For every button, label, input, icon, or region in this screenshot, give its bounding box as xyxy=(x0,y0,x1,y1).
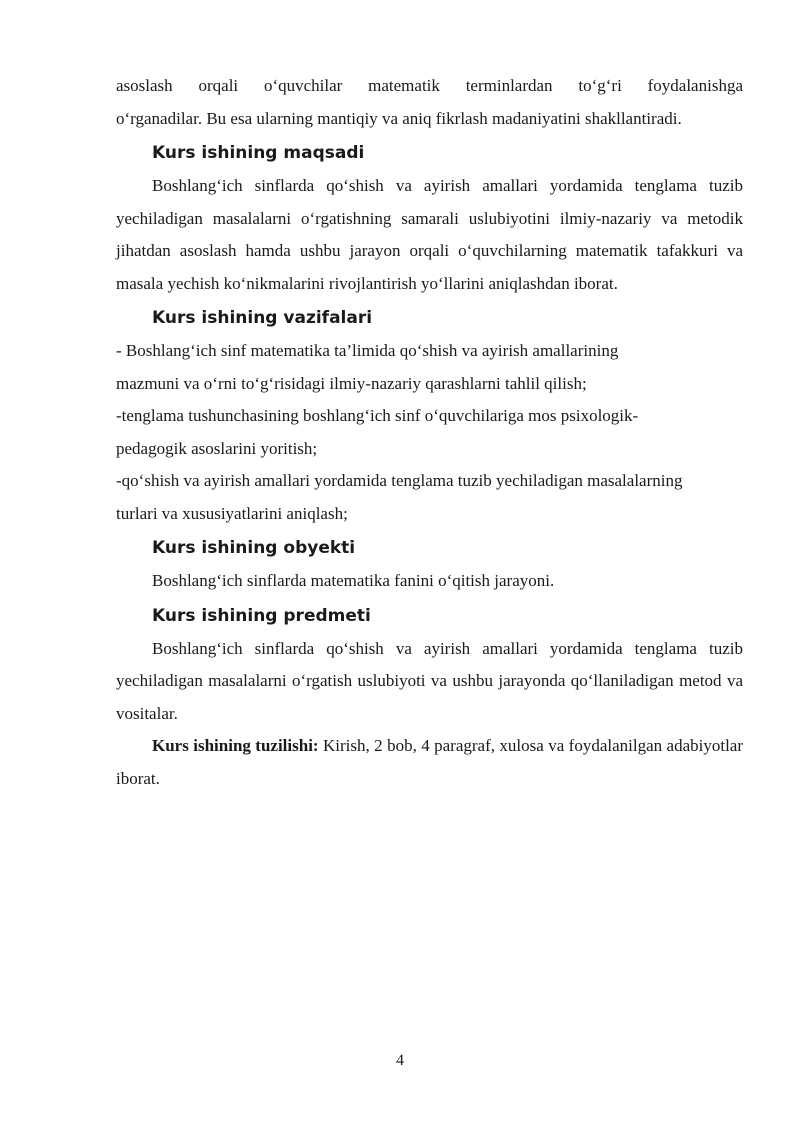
maqsad-heading: Kurs ishining maqsadi xyxy=(152,143,365,163)
vazifa-line: - Boshlang‘ich sinf matematika ta’limida qo‘shish va ayirish amallarining xyxy=(116,341,619,360)
vazifalar-list xyxy=(116,335,743,530)
maqsad-paragraph: Boshlang‘ich sinflarda qo‘shish va ayirish amallari yordamida tenglama tuzib yechiladigan masalalarni o‘rgatishning samarali uslubiyotini ilmiy-nazariy va metodik jihatdan asoslash hamda ushbu jarayon orqali o‘quvchilarning matematik tafakkuri va masala yechish ko‘nikmalarini rivojlantirish yo‘llarini aniqlashdan iborat. xyxy=(116,176,743,293)
vazifalar-heading: Kurs ishining vazifalari xyxy=(152,308,373,328)
tuzilish-paragraph xyxy=(116,730,743,795)
predmet-paragraph: Boshlang‘ich sinflarda qo‘shish va ayirish amallari yordamida tenglama tuzib yechiladigan masalalarni o‘rgatish uslubiyoti va ushbu jarayonda qo‘llaniladigan metod va vositalar. xyxy=(116,638,743,723)
vazifa-line: turlari va xususiyatlarini aniqlash; xyxy=(116,503,348,523)
vazifa-line: -tenglama tushunchasining boshlang‘ich sinf o‘quvchilariga mos psixologik- xyxy=(116,406,639,425)
vazifa-line: pedagogik asoslarini yoritish; xyxy=(116,438,318,458)
predmet-heading: Kurs ishining predmeti xyxy=(152,605,371,626)
intro-line-1: asoslash orqali o‘quvchilar matematik terminlardan to‘g‘ri foydalanishga xyxy=(116,76,743,95)
document-page xyxy=(116,70,743,795)
vazifa-line: -qo‘shish va ayirish amallari yordamida tenglama tuzib yechiladigan masalalarning xyxy=(116,471,683,490)
vazifa-line: mazmuni va o‘rni to‘g‘risidagi ilmiy-nazariy qarashlarni tahlil qilish; xyxy=(116,373,587,393)
intro-paragraph xyxy=(116,70,743,135)
page-number: 4 xyxy=(396,1052,404,1069)
obyekt-paragraph: Boshlang‘ich sinflarda matematika fanini o‘qitish jarayoni. xyxy=(152,571,555,590)
intro-line-2: o‘rganadilar. Bu esa ularning mantiqiy va aniq fikrlash madaniyatini shakllantiradi. xyxy=(116,108,682,128)
tuzilish-text: Kirish, 2 bob, 4 paragraf, xulosa va foydalanilgan adabiyotlar iborat. xyxy=(116,736,743,788)
tuzilish-label: Kurs ishining tuzilishi: xyxy=(152,736,319,755)
obyekt-heading: Kurs ishining obyekti xyxy=(152,538,356,558)
